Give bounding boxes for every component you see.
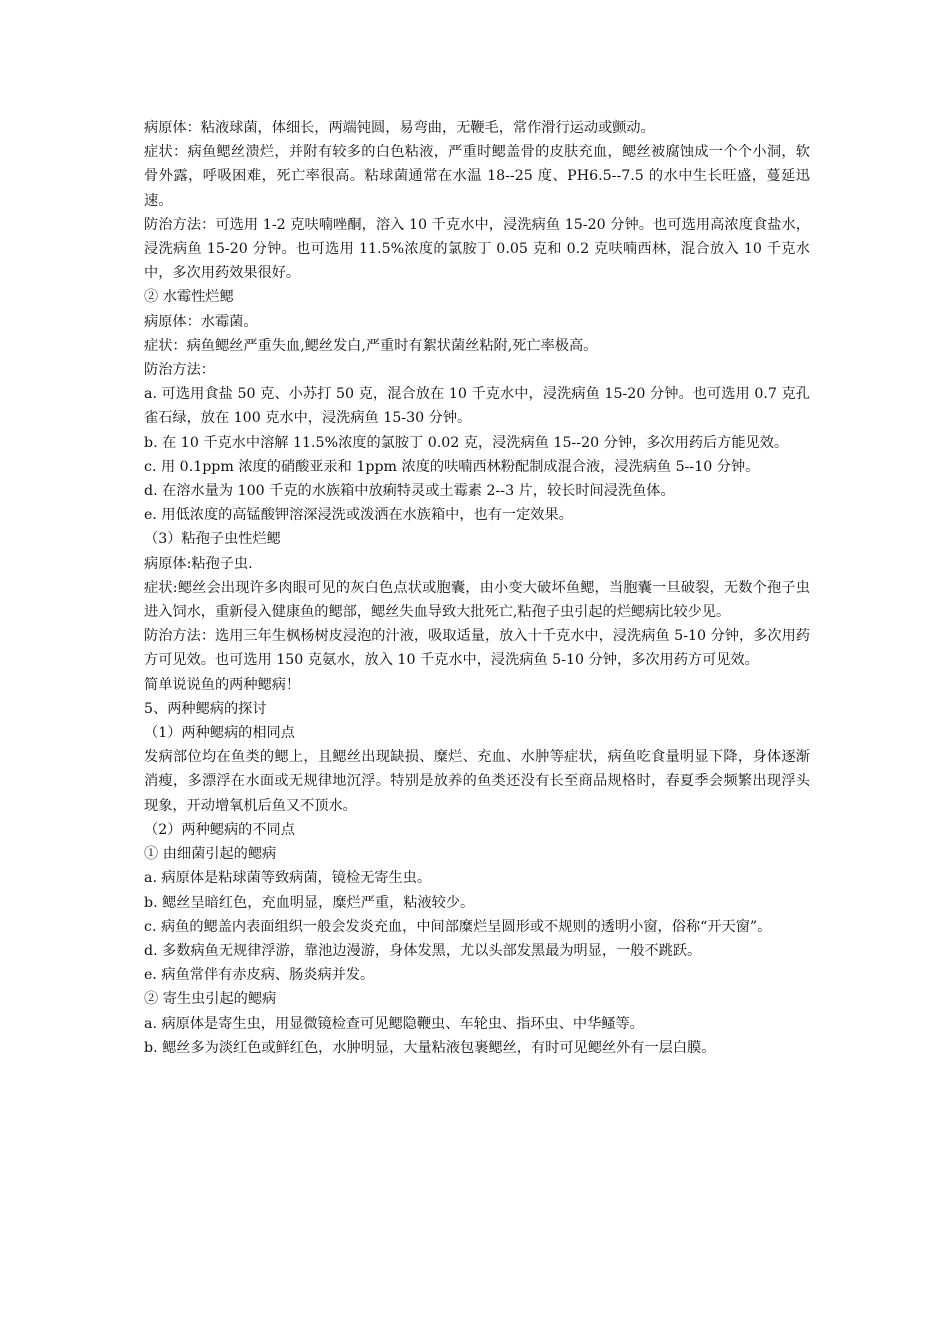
- list-item-bacterial-d: d. 多数病鱼无规律浮游，靠池边漫游，身体发黑，尤以头部发黑最为明显，一般不跳跃。: [144, 942, 702, 959]
- list-item-bacterial-b: b. 鳃丝呈暗红色，充血明显，糜烂严重，粘液较少。: [144, 894, 475, 911]
- paragraph-symptoms-saprolegnia: 症状：病鱼鳃丝严重失血,鳃丝发白,严重时有絮状菌丝粘附,死亡率极高。: [144, 337, 598, 354]
- heading-saprolegnia-gill-rot: ② 水霉性烂鳃: [144, 289, 234, 306]
- list-item-treatment-d: d. 在溶水量为 100 千克的水族箱中放痢特灵或土霉素 2--3 片，较长时间浸洗鱼体。: [144, 483, 675, 500]
- paragraph-symptoms-bacterial: 症状：病鱼鳃丝溃烂，并附有较多的白色粘液，严重时鳃盖骨的皮肤充血，鳃丝被腐蚀成一个个小洞，软骨外露，呼吸困难，死亡率很高。粘球菌通常在水温 18--25 度、PH6.5--7.5 的水中生长旺盛，蔓延迅速。: [144, 144, 810, 209]
- heading-bacterial-gill-disease: ① 由细菌引起的鳃病: [144, 846, 277, 863]
- label-treatment: 防治方法：: [144, 362, 215, 379]
- list-item-parasitic-a: a. 病原体是寄生虫，用显微镜检查可见鳃隐鞭虫、车轮虫、指环虫、中华鳋等。: [144, 1015, 644, 1032]
- heading-parasitic-gill-disease: ② 寄生虫引起的鳃病: [144, 991, 277, 1008]
- document-page: [144, 116, 810, 1060]
- paragraph-symptoms-myxosporidia: 症状:鳃丝会出现许多肉眼可见的灰白色点状或胞囊，由小变大破坏鱼鳃，当胞囊一旦破裂，无数个孢子虫进入饲水，重新侵入健康鱼的鳃部，鳃丝失血导致大批死亡,粘孢子虫引起的烂鳃病比较少见。: [144, 579, 810, 621]
- list-item-bacterial-e: e. 病鱼常伴有赤皮病、肠炎病并发。: [144, 967, 375, 984]
- list-item-treatment-c: c. 用 0.1ppm 浓度的硝酸亚汞和 1ppm 浓度的呋喃西林粉配制成混合液，浸洗病鱼 5--10 分钟。: [144, 458, 760, 475]
- paragraph-similarities: 发病部位均在鱼类的鳃上，且鳃丝出现缺损、糜烂、充血、水肿等症状，病鱼吃食量明显下降，身体逐渐消瘦，多漂浮在水面或无规律地沉浮。特别是放养的鱼类还没有长至商品规格时，春夏季会频繁出现浮头现象，开动增氧机后鱼又不顶水。: [144, 749, 810, 814]
- list-item-treatment-a: a. 可选用食盐 50 克、小苏打 50 克，混合放在 10 千克水中，浸洗病鱼 15-20 分钟。也可选用 0.7 克孔雀石绿，放在 100 克水中，浸洗病鱼 15-30 分钟。: [144, 386, 810, 427]
- list-item-bacterial-a: a. 病原体是粘球菌等致病菌，镜检无寄生虫。: [144, 870, 432, 887]
- list-item-parasitic-b: b. 鳃丝多为淡红色或鲜红色，水肿明显，大量粘液包裹鳃丝，有时可见鳃丝外有一层白膜。: [144, 1039, 716, 1056]
- paragraph-treatment-bacterial: 防治方法：可选用 1-2 克呋喃唑酮，溶入 10 千克水中，浸洗病鱼 15-20 分钟。也可选用高浓度食盐水，浸洗病鱼 15-20 分钟。也可选用 11.5%浓度的氯胺丁 0.05 克和 0.2 克呋喃西林，混合放入 10 千克水中，多次用药效果很好。: [144, 216, 810, 282]
- heading-two-gill-diseases: 简单说说鱼的两种鳃病！: [144, 676, 301, 693]
- paragraph-treatment-myxosporidia: 防治方法：选用三年生枫杨树皮浸泡的汁液，吸取适量，放入十千克水中，浸洗病鱼 5-10 分钟，多次用药方可见效。也可选用 150 克氨水，放入 10 千克水中，浸洗病鱼 5-10 分钟，多次用药方可见效。: [144, 628, 810, 669]
- list-item-treatment-e: e. 用低浓度的高锰酸钾溶深浸洗或泼洒在水族箱中，也有一定效果。: [144, 507, 573, 524]
- list-item-bacterial-c: c. 病鱼的鳃盖内表面组织一般会发炎充血，中间部糜烂呈圆形或不规则的透明小窗，俗称“开天窗”。: [144, 918, 772, 935]
- heading-differences: （2）两种鳃病的不同点: [144, 821, 295, 838]
- paragraph-pathogen-saprolegnia: 病原体：水霉菌。: [144, 313, 258, 330]
- heading-section-5: 5、两种鳃病的探讨: [144, 700, 267, 717]
- heading-myxosporidian-gill-rot: （3）粘孢子虫性烂鳃: [144, 531, 281, 548]
- paragraph-pathogen-myxobacteria: 病原体：粘液球菌，体细长，两端钝圆，易弯曲，无鞭毛，常作滑行运动或颤动。: [144, 120, 655, 136]
- heading-similarities: （1）两种鳃病的相同点: [144, 725, 295, 742]
- paragraph-pathogen-myxosporidia: 病原体:粘孢子虫.: [144, 555, 253, 572]
- list-item-treatment-b: b. 在 10 千克水中溶解 11.5%浓度的氯胺丁 0.02 克，浸洗病鱼 15--20 分钟，多次用药后方能见效。: [144, 434, 789, 451]
